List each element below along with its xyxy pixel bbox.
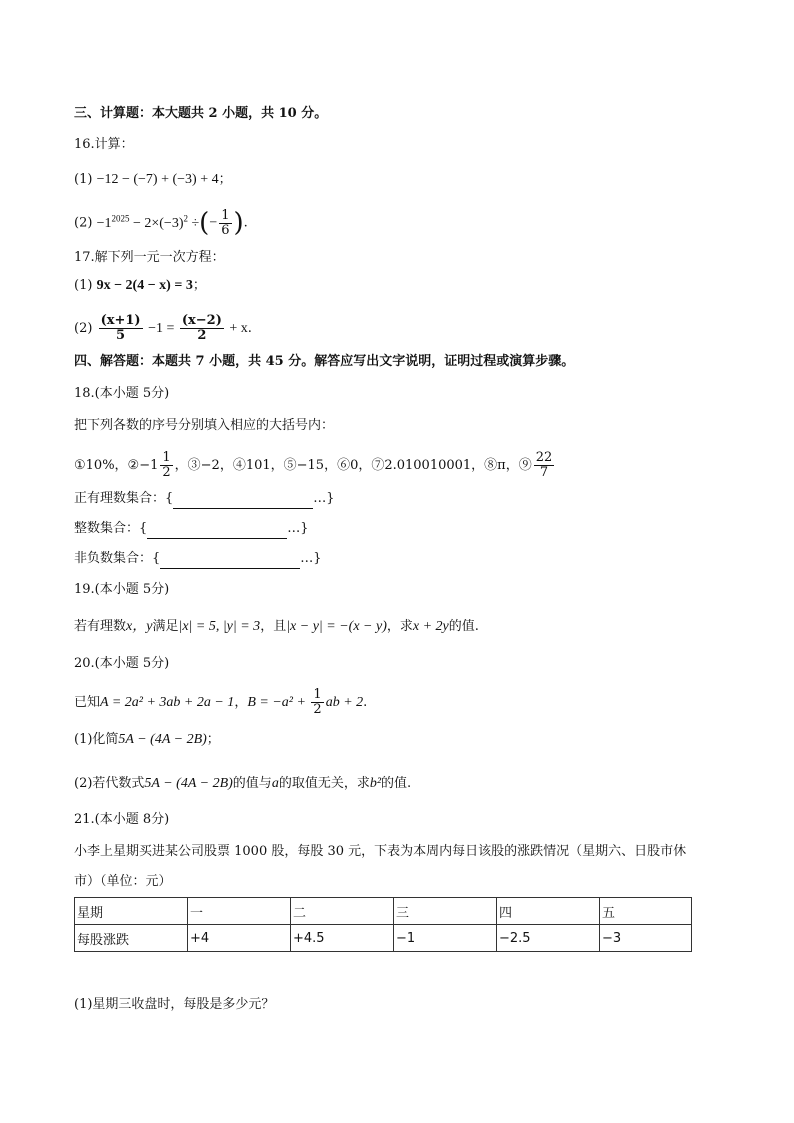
- stock-change-table: [74, 897, 692, 952]
- q18-frac9-den: 7: [539, 465, 549, 480]
- q20-part2-c: 的取值无关，求: [278, 776, 370, 791]
- q17-frac2-den: 2: [197, 328, 207, 343]
- table-row-header: [75, 898, 692, 925]
- table-header-cell: 星期: [75, 898, 188, 925]
- q19-text-d: ，求: [386, 619, 413, 634]
- q20-part1-expr: 5A − (4A − 2B): [118, 732, 207, 747]
- q18-frac-22-7: [534, 451, 555, 480]
- q17-part1-end: ；: [192, 278, 206, 293]
- q20-given-end: .: [363, 695, 368, 710]
- section-4-heading: 四、解答题：本题共 7 小题，共 45 分。解答应写出文字说明，证明过程或演算步骤。: [74, 354, 575, 369]
- q19-text-b: 满足: [152, 619, 179, 634]
- q21-text-2: 市）（单位：元）: [74, 874, 172, 889]
- q20-half-num: 1: [313, 687, 322, 702]
- q18-frac9-num: 22: [535, 450, 553, 465]
- q18-set2-blank[interactable]: [147, 524, 287, 539]
- q20-given-half: [311, 688, 323, 717]
- q17-fraction-2: [180, 314, 224, 343]
- q17-frac1-num: (x+1): [100, 313, 141, 328]
- q16-part2-b: − 2×(−3): [129, 215, 184, 231]
- q20-given-A: A = 2a² + 3ab + 2a − 1: [100, 695, 235, 710]
- q19-title: 19.(本小题 5分): [74, 582, 170, 597]
- table-header-cell: 三: [394, 898, 497, 925]
- q16-part1-label: (1): [74, 172, 93, 187]
- q18-numbers: [74, 451, 556, 480]
- q16-left-paren: (: [199, 208, 210, 239]
- q18-set1-blank[interactable]: [173, 494, 313, 509]
- q18-set-integer: [74, 519, 309, 539]
- q19-vars: x，y: [126, 619, 153, 634]
- q16-part2: [74, 208, 248, 238]
- q16-part2-exp2: 2: [183, 213, 188, 223]
- q18-n3: ，③−2，④101，⑤−15，⑥0，⑦2.010010001，⑧π，⑨: [174, 458, 532, 473]
- q21-part1: (1)星期三收盘时，每股是多少元？: [74, 997, 275, 1012]
- table-header-cell: 一: [188, 898, 291, 925]
- q17-part1: [74, 276, 206, 296]
- q20-part2-b: 的值与: [232, 776, 272, 791]
- table-cell: −3: [600, 925, 692, 952]
- q17-frac2-num: (x−2): [181, 313, 222, 328]
- q16-part2-exp: 2025: [111, 213, 130, 223]
- q20-part1-end: ；: [206, 732, 220, 747]
- q18-n1: ①10%，②−1: [74, 458, 159, 473]
- q16-part2-end: .: [243, 215, 248, 231]
- q17-part1-expr: 9x − 2(4 − x) = 3: [96, 278, 193, 293]
- q17-part2-label: (2): [74, 321, 93, 336]
- q18-set3-end: …}: [300, 551, 322, 566]
- q17-part1-label: (1): [74, 278, 93, 293]
- q20-part2-a: (2)若代数式: [74, 776, 145, 791]
- q16-right-paren: ): [233, 208, 244, 239]
- q18-instruction: 把下列各数的序号分别填入相应的大括号内：: [74, 418, 335, 433]
- q21-title: 21.(本小题 8分): [74, 812, 170, 827]
- q20-part2-d: 的值.: [381, 776, 412, 791]
- q20-part2-expr2: b²: [369, 776, 382, 791]
- q18-set1-end: …}: [313, 491, 335, 506]
- q17-frac1-den: 5: [116, 328, 126, 343]
- q16-part1-expr: −12 − (−7) + (−3) + 4: [96, 172, 219, 187]
- q20-given-B1: B = −a² +: [247, 695, 310, 710]
- q20-title: 20.(本小题 5分): [74, 656, 170, 671]
- table-cell: +4: [188, 925, 291, 952]
- q16-part2-a: −1: [96, 215, 112, 231]
- section-3-heading: 三、计算题：本大题共 2 小题，共 10 分。: [74, 106, 328, 121]
- q18-set3-blank[interactable]: [160, 554, 300, 569]
- table-header-cell: 五: [600, 898, 692, 925]
- q18-set-positive-rational: [74, 489, 335, 509]
- q18-set3-label: 非负数集合：{: [74, 551, 161, 566]
- q18-title: 18.(本小题 5分): [74, 386, 170, 401]
- q18-set2-label: 整数集合：{: [74, 521, 148, 536]
- q19-cond: |x| = 5, |y| = 3: [178, 619, 261, 634]
- q19-body: [74, 617, 479, 637]
- q20-given-B2: ab + 2: [325, 695, 364, 710]
- q17-title: 17.解下列一元一次方程：: [74, 250, 225, 265]
- q20-part2-expr: 5A − (4A − 2B): [144, 776, 233, 791]
- q20-half-den: 2: [313, 702, 322, 717]
- q18-set-nonnegative: [74, 549, 322, 569]
- q18-frac-half: [160, 451, 172, 480]
- q16-fraction: [219, 209, 231, 238]
- table-cell: −2.5: [497, 925, 600, 952]
- q19-expr: x + 2y: [412, 619, 449, 634]
- q20-given-a: 已知: [74, 695, 101, 710]
- q20-given-sep: ，: [234, 695, 248, 710]
- q16-part1: [74, 170, 232, 190]
- table-cell: +4.5: [291, 925, 394, 952]
- q18-set2-end: …}: [287, 521, 309, 536]
- q16-frac-den: 6: [221, 222, 230, 238]
- q16-part2-expr: [96, 213, 200, 231]
- q19-text-e: 的值.: [448, 619, 479, 634]
- q20-part2: [74, 774, 411, 794]
- q16-title: 16.计算：: [74, 137, 134, 152]
- q17-part2-tail: + x: [225, 321, 248, 336]
- table-cell: −1: [394, 925, 497, 952]
- table-header-cell: 二: [291, 898, 394, 925]
- table-row: [75, 925, 692, 952]
- q17-part2: [74, 314, 252, 343]
- q20-part1-label: (1)化简: [74, 732, 119, 747]
- q19-cond2: |x − y| = −(x − y): [286, 619, 387, 634]
- q21-text-1: 小李上星期买进某公司股票 1000 股，每股 30 元，下表为本周内每日该股的涨跌情况（星期六、日股市休: [74, 844, 687, 859]
- q16-minus: −: [209, 215, 218, 231]
- q18-half-den: 2: [162, 465, 171, 480]
- q17-part2-end: .: [247, 321, 252, 336]
- q18-set1-label: 正有理数集合：{: [74, 491, 174, 506]
- q19-text-c: ，且: [260, 619, 287, 634]
- q18-half-num: 1: [162, 450, 171, 465]
- q16-part2-label: (2): [74, 215, 93, 231]
- q16-frac-num: 1: [221, 207, 230, 223]
- q17-fraction-1: [99, 314, 143, 343]
- q20-part1: [74, 730, 220, 750]
- q16-part2-c: ÷: [187, 215, 200, 231]
- q19-text-a: 若有理数: [74, 619, 127, 634]
- q17-part2-mid: −1 =: [144, 321, 178, 336]
- q20-given: [74, 688, 367, 717]
- q16-part1-end: ；: [218, 172, 232, 187]
- q20-part2-var: a: [271, 776, 279, 791]
- table-cell: 每股涨跌: [75, 925, 188, 952]
- table-header-cell: 四: [497, 898, 600, 925]
